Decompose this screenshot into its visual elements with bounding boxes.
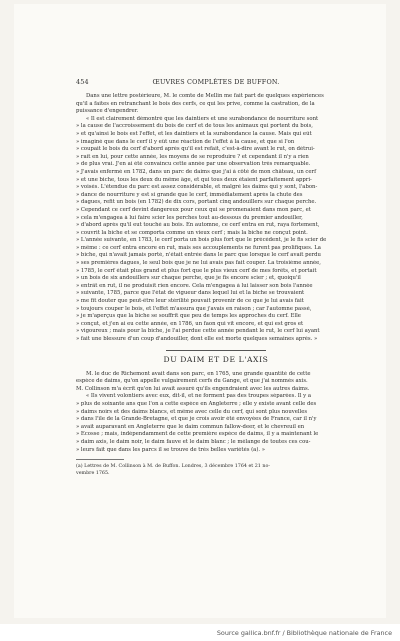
text-line: » un bois de six andouillers sur chaque perche, que je fis encore scier ; et, quoiqu'il [76,275,301,282]
text-line: » 1785, le cerf était plus grand et plus fort que le plus vieux cerf de mes forêts, et portait [76,267,317,274]
section-title: DU DAIM ET DE L'AXIS [163,354,269,364]
text-line: » voisés. L'étendue du parc est assez considérable, et malgré les daims qui y sont, l'abon- [76,184,318,191]
page-header [76,78,356,87]
text-line: » L'année suivante, en 1783, le cerf porta un bois plus fort que le précédent, je le fis scier de [76,237,327,244]
text-line: » coupait le bois du cerf d'abord après qu'il est refait, c'est-à-dire avant le rut, on détrui- [76,146,315,153]
text-line: » et une biche, tous les deux du même âge, et qui tous deux étaient parfaitement appri- [76,176,312,183]
text-line: » cela m'engagea à lui faire scier les perches tout au-dessous du premier andouiller, [76,214,303,221]
text-line: » fait une blessure d'un coup d'andouiller, dont elle est morte quelques semaines après. » [76,336,318,342]
text-line: » avait auparavant en Angleterre que le daim commun fallow-deer, et le chevreuil en [76,423,305,430]
text-line: » je m'aperçus que la biche se souffrit que peu de temps les approches du cerf. Elle [76,313,301,320]
text-line: » daims noirs et des daims blancs, et même avec celle du cerf, qui sont plus nouvelles [76,408,308,415]
text-line: » J'avais enfermé en 1782, dans un parc de daims que j'ai à côté de mon château, un cerf [76,168,317,175]
running-head: ŒUVRES COMPLÈTES DE BUFFON. [152,78,280,86]
text-line: M. Collinson m'a écrit qu'on lui avait assuré qu'ils engendraient avec les autres daims. [76,385,310,392]
text-line: » entrât en rut, il ne produisit rien encore. Cela m'engagea à lui laisser son bois l'année [76,282,313,289]
section-text [76,371,356,455]
text-line: » Cependant ce cerf devint dangereux pour ceux qui se promenaient dans mon parc, et [76,206,311,213]
text-line: » dans l'île de la Grande-Bretagne, et que je crois avoir été envoyées de France, car il n'y [76,416,317,423]
text-line: » plus de soixante ans que l'on a cette espèce en Angleterre ; elle y existe avant celle des [76,400,317,407]
text-line: « Il est clairement démontré que les daintiers et une surabondance de nourriture sont [86,115,319,122]
text-line: M. le duc de Richemont avait dans son parc, en 1765, une grande quantité de cette [86,370,311,377]
text-line: » dagues, refit un bois (en 1782) de dix cors, portant cinq andouillers sur chaque perche. [76,199,317,206]
text-line: » me fit douter que peut-être leur stérilité pouvait provenir de ce que je lui avais fait [76,298,304,305]
text-line: puissance d'engendrer. [76,108,139,115]
text-line: » suivante, 1785, parce que l'état de vigueur dans lequel lui et la biche se trouvaient [76,290,305,297]
text-line: » de plus vrai. J'en ai été convaincu cette année par une observation très remarquable. [76,161,311,168]
text-line: » daim axis, le daim noir, le daim fauve et le daim blanc ; le mélange de toutes ces cou- [76,438,311,445]
text-line: qu'il a faites en retranchant le bois des cerfs, ce qui les prive, comme la castration, de la [76,100,315,107]
text-line: » conçut, et j'en ai eu cette année, en 1786, un faon qui vit encore, et qui est gros et [76,320,304,327]
text-line: » toujours couper le bois, et l'effet m'assura que j'avais en raison ; car l'automne passé, [76,305,312,312]
text-line: » rait en lui, pour cette année, les moyens de se reproduire ? et cependant il n'y a rien [76,153,309,160]
text-line: » vigoureux ; mais pour la biche, je l'ai perdue cette année pendant le rut, le cerf lui ayant [76,328,320,335]
text-line: » Écosse ; mais, indépendamment de cette première espèce de daims, il y a maintenant le [76,431,319,438]
footnote: (a) Lettres de M. Collinson à M. de Buffon. Londres, 3 décembre 1764 et 21 no- [76,464,270,470]
text-line: Dans une lettre postérieure, M. le comte de Mellin me fait part de quelques expériences [86,93,324,99]
text-line: » d'abord après qu'il eut touché au bois. En automne, ce cerf entra en rut, rayа fortement, [76,222,320,229]
text-line: » et qu'ainsi le bois est l'effet, et les daintiers et la surabondance la cause. Mais qui eût [76,130,312,137]
text-line: » imaginé que dans le cerf il y eût une réaction de l'effet à la cause, et que si l'on [76,138,295,145]
text-line: » même : ce cerf entra encore en rut, mais ses accouplements ne furent pas prolifiques. La [76,244,321,251]
footnote-continuation: vembre 1765. [76,471,110,477]
section-divider [166,350,266,351]
text-line: « Ils vivent volontiers avec eux, dit-il, et ne forment pas des troupes séparées. Il y a [86,393,312,400]
source-credit: Source gallica.bnf.fr / Bibliothèque nationale de France [216,629,392,637]
text-line: espèce de daims, qu'on appelle vulgairement cerfs du Gange, et que j'ai nommés axis. [76,378,308,385]
text-line: » couvrit la biche et se comporta comme un vieux cerf ; mais la biche ne conçut point. [76,229,308,236]
body-text [76,93,356,344]
text-line: » ses premières dagues, le seul bois que je ne lui avais pas fait couper. La troisième année, [76,260,321,267]
text-line: » biche, qui n'avait jamais porté, n'était entrée dans le parc que lorsque le cerf avait perdu [76,252,321,259]
text-line: » leurs fait que dans les parcs il se trouve de très belles variétés (a). » [76,446,265,453]
footnote-divider [76,459,124,460]
text-line: » la cause de l'accroissement du bois de cerf et de tous les animaux qui portent du bois, [76,123,313,130]
page-content [76,78,356,477]
page-number: 454 [76,78,89,86]
text-line: » dance de nourriture y est si grande que le cerf, immédiatement après la chute des [76,191,303,198]
